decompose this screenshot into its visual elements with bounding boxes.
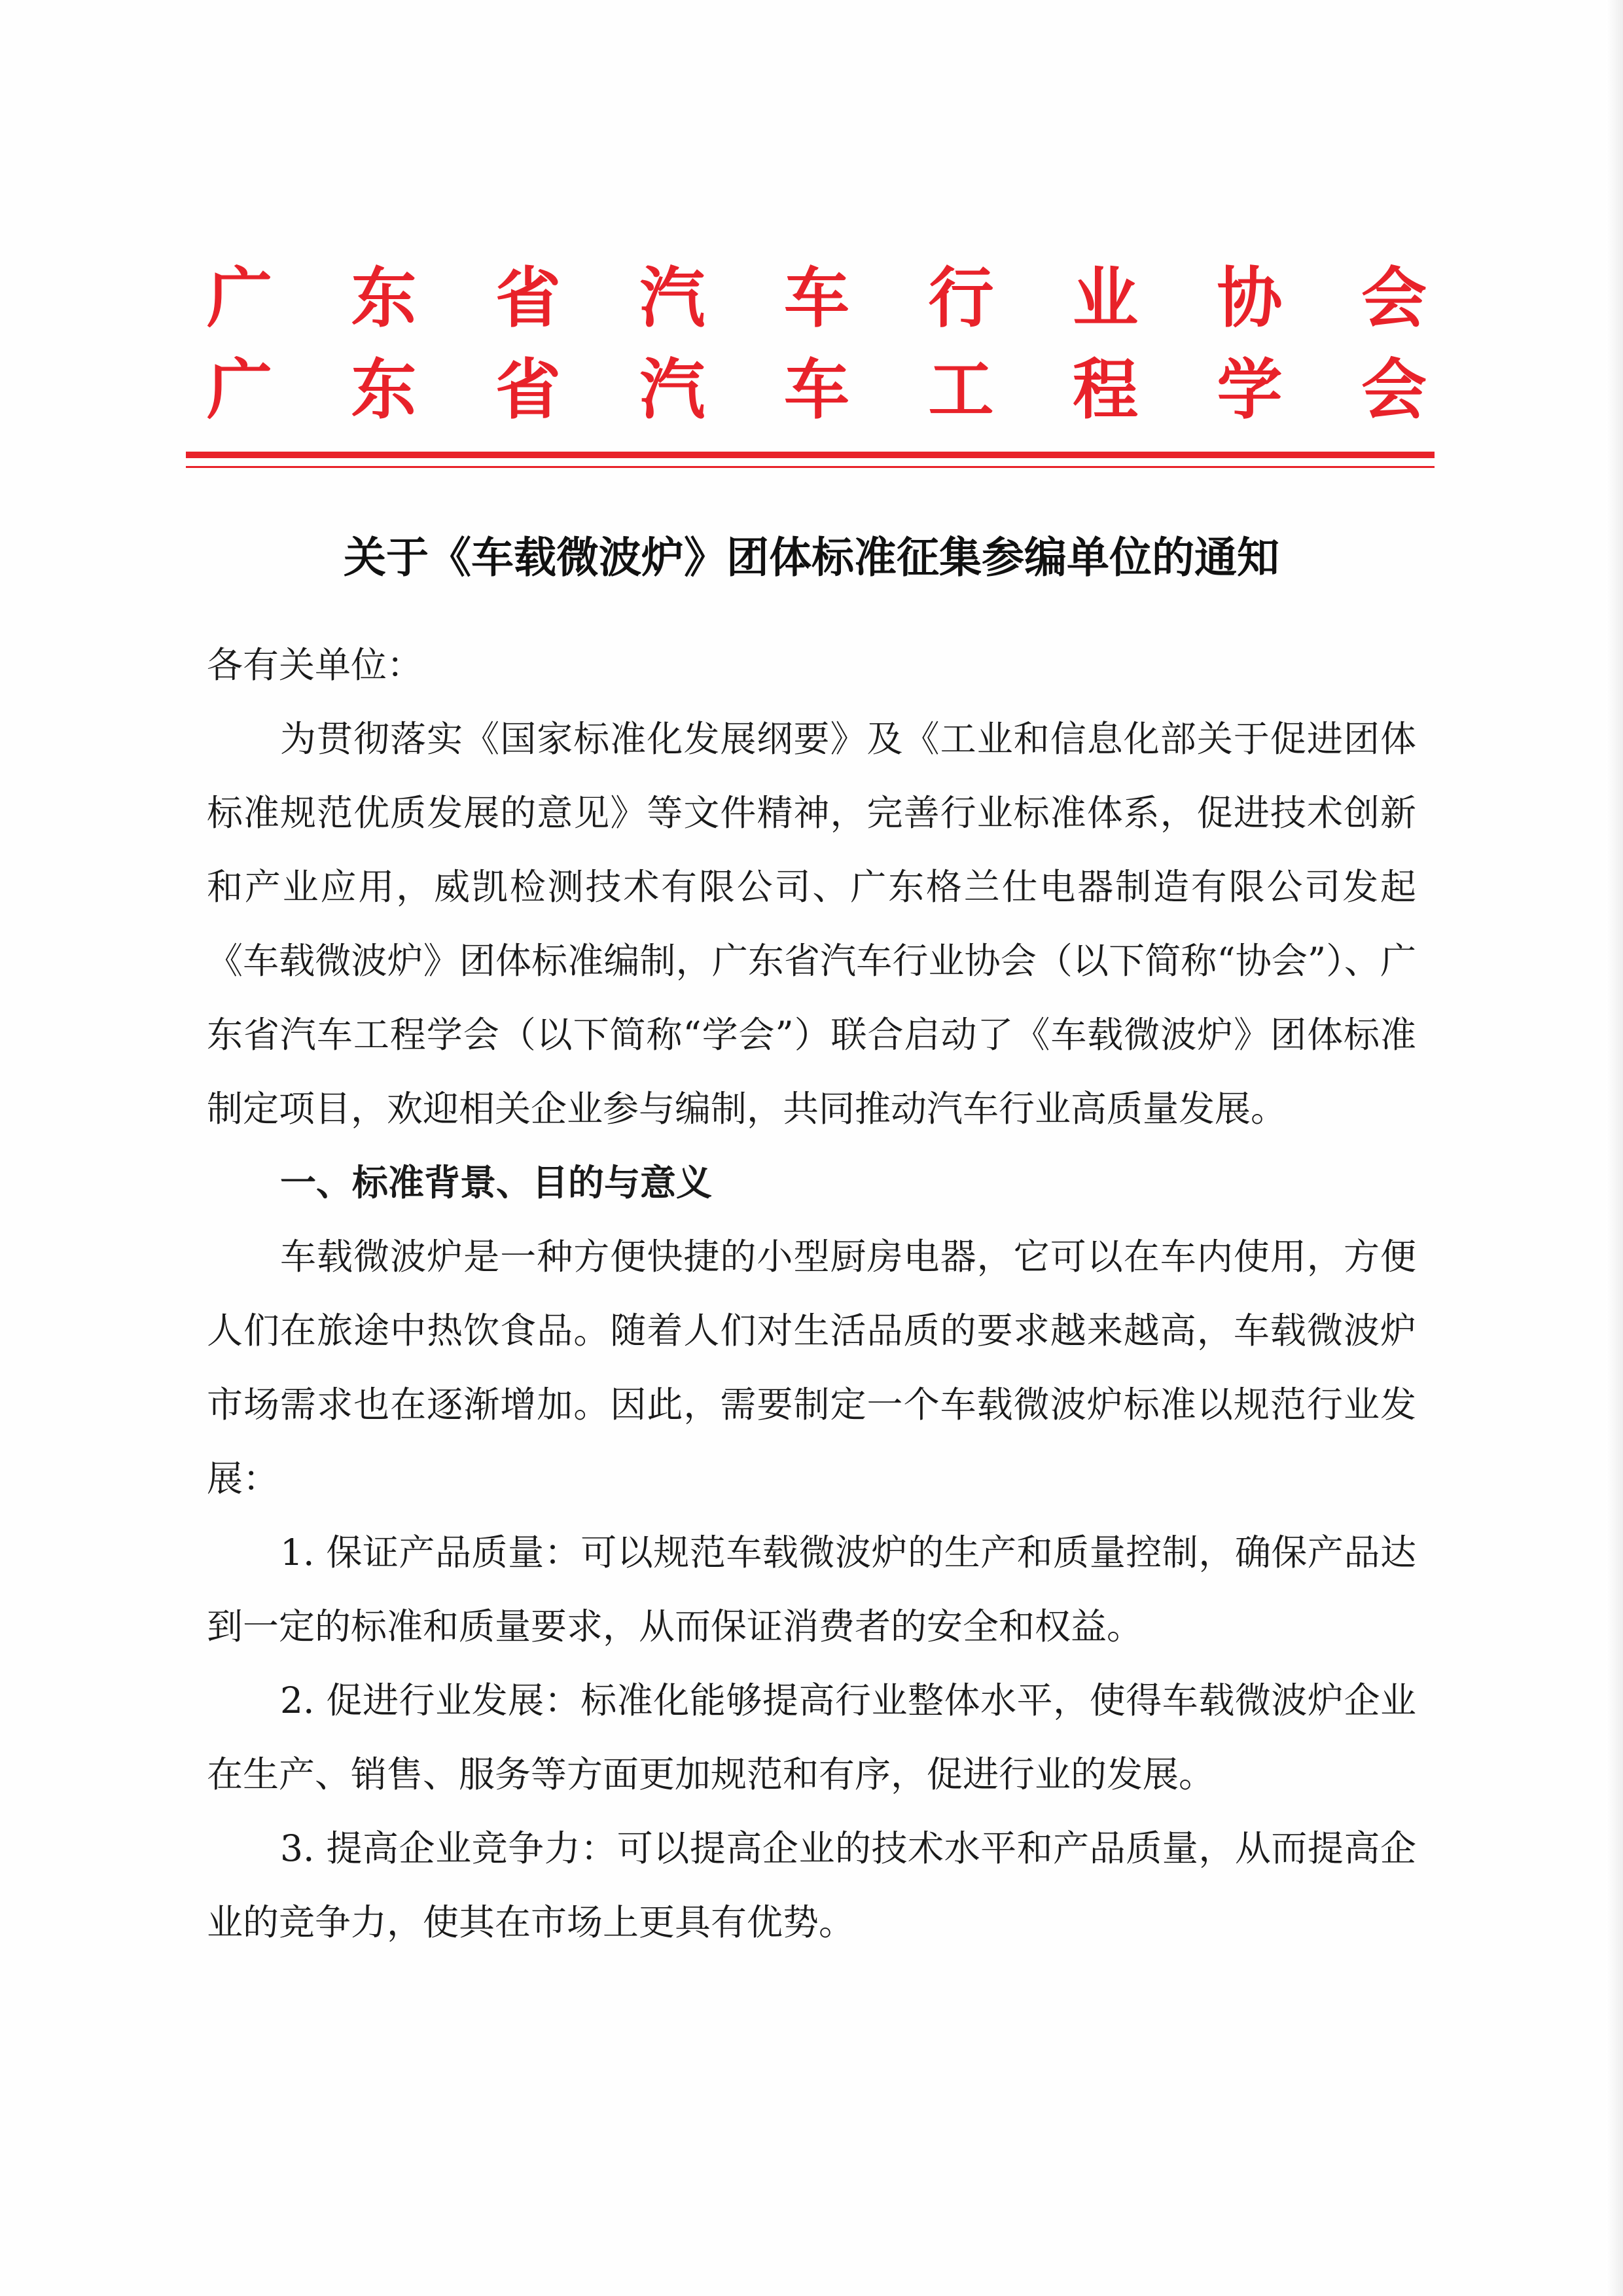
- masthead-char: 会: [1361, 259, 1427, 336]
- document-body: [207, 628, 1416, 1960]
- masthead-char: 行: [928, 259, 994, 336]
- masthead-char: 东: [351, 259, 417, 336]
- masthead-association: [207, 259, 1427, 337]
- point-industry: 2. 促进行业发展：标准化能够提高行业整体水平，使得车载微波炉企业在生产、销售、服务等方面更加规范和有序，促进行业的发展。: [207, 1679, 1416, 1795]
- masthead-char: 业: [1073, 259, 1138, 336]
- document-title: 关于《车载微波炉》团体标准征集参编单位的通知: [343, 533, 1279, 583]
- masthead-char: 程: [1073, 351, 1138, 428]
- scan-edge-shadow: [1606, 0, 1623, 2296]
- masthead-char: 车: [784, 351, 849, 428]
- masthead-char: 东: [351, 351, 417, 428]
- section-heading: 一、标准背景、目的与意义: [280, 1162, 713, 1204]
- masthead-char: 会: [1361, 351, 1427, 428]
- masthead-char: 广: [207, 351, 272, 428]
- salutation: 各有关单位：: [207, 644, 423, 686]
- masthead-char: 广: [207, 259, 272, 336]
- masthead-char: 省: [495, 351, 561, 428]
- masthead-society: [207, 350, 1427, 429]
- background-paragraph: 车载微波炉是一种方便快捷的小型厨房电器，它可以在车内使用，方便人们在旅途中热饮食品。随着人们对生活品质的要求越来越高，车载微波炉市场需求也在逐渐增加。因此，需要制定一个车载微波炉标准以规范行业发展：: [207, 1236, 1416, 1499]
- point-quality: 1. 保证产品质量：可以规范车载微波炉的生产和质量控制，确保产品达到一定的标准和质量要求，从而保证消费者的安全和权益。: [207, 1532, 1416, 1647]
- intro-paragraph: 为贯彻落实《国家标准化发展纲要》及《工业和信息化部关于促进团体标准规范优质发展的意见》等文件精神，完善行业标准体系，促进技术创新和产业应用，威凯检测技术有限公司、广东格兰仕电器制造有限公司发起《车载微波炉》团体标准编制，广东省汽车行业协会（以下简称“协会”）、广东省汽车工程学会（以下简称“学会”）联合启动了《车载微波炉》团体标准制定项目，欢迎相关企业参与编制，共同推动汽车行业高质量发展。: [207, 718, 1416, 1130]
- masthead-char: 车: [784, 259, 849, 336]
- masthead-char: 省: [495, 259, 561, 336]
- masthead-char: 学: [1217, 351, 1283, 428]
- red-divider-thin: [186, 466, 1435, 468]
- point-competitiveness: 3. 提高企业竞争力：可以提高企业的技术水平和产品质量，从而提高企业的竞争力，使其在市场上更具有优势。: [207, 1827, 1416, 1943]
- masthead-char: 工: [928, 351, 994, 428]
- masthead-char: 汽: [639, 351, 705, 428]
- masthead-char: 协: [1217, 259, 1283, 336]
- red-divider-thick: [186, 452, 1435, 458]
- masthead-char: 汽: [639, 259, 705, 336]
